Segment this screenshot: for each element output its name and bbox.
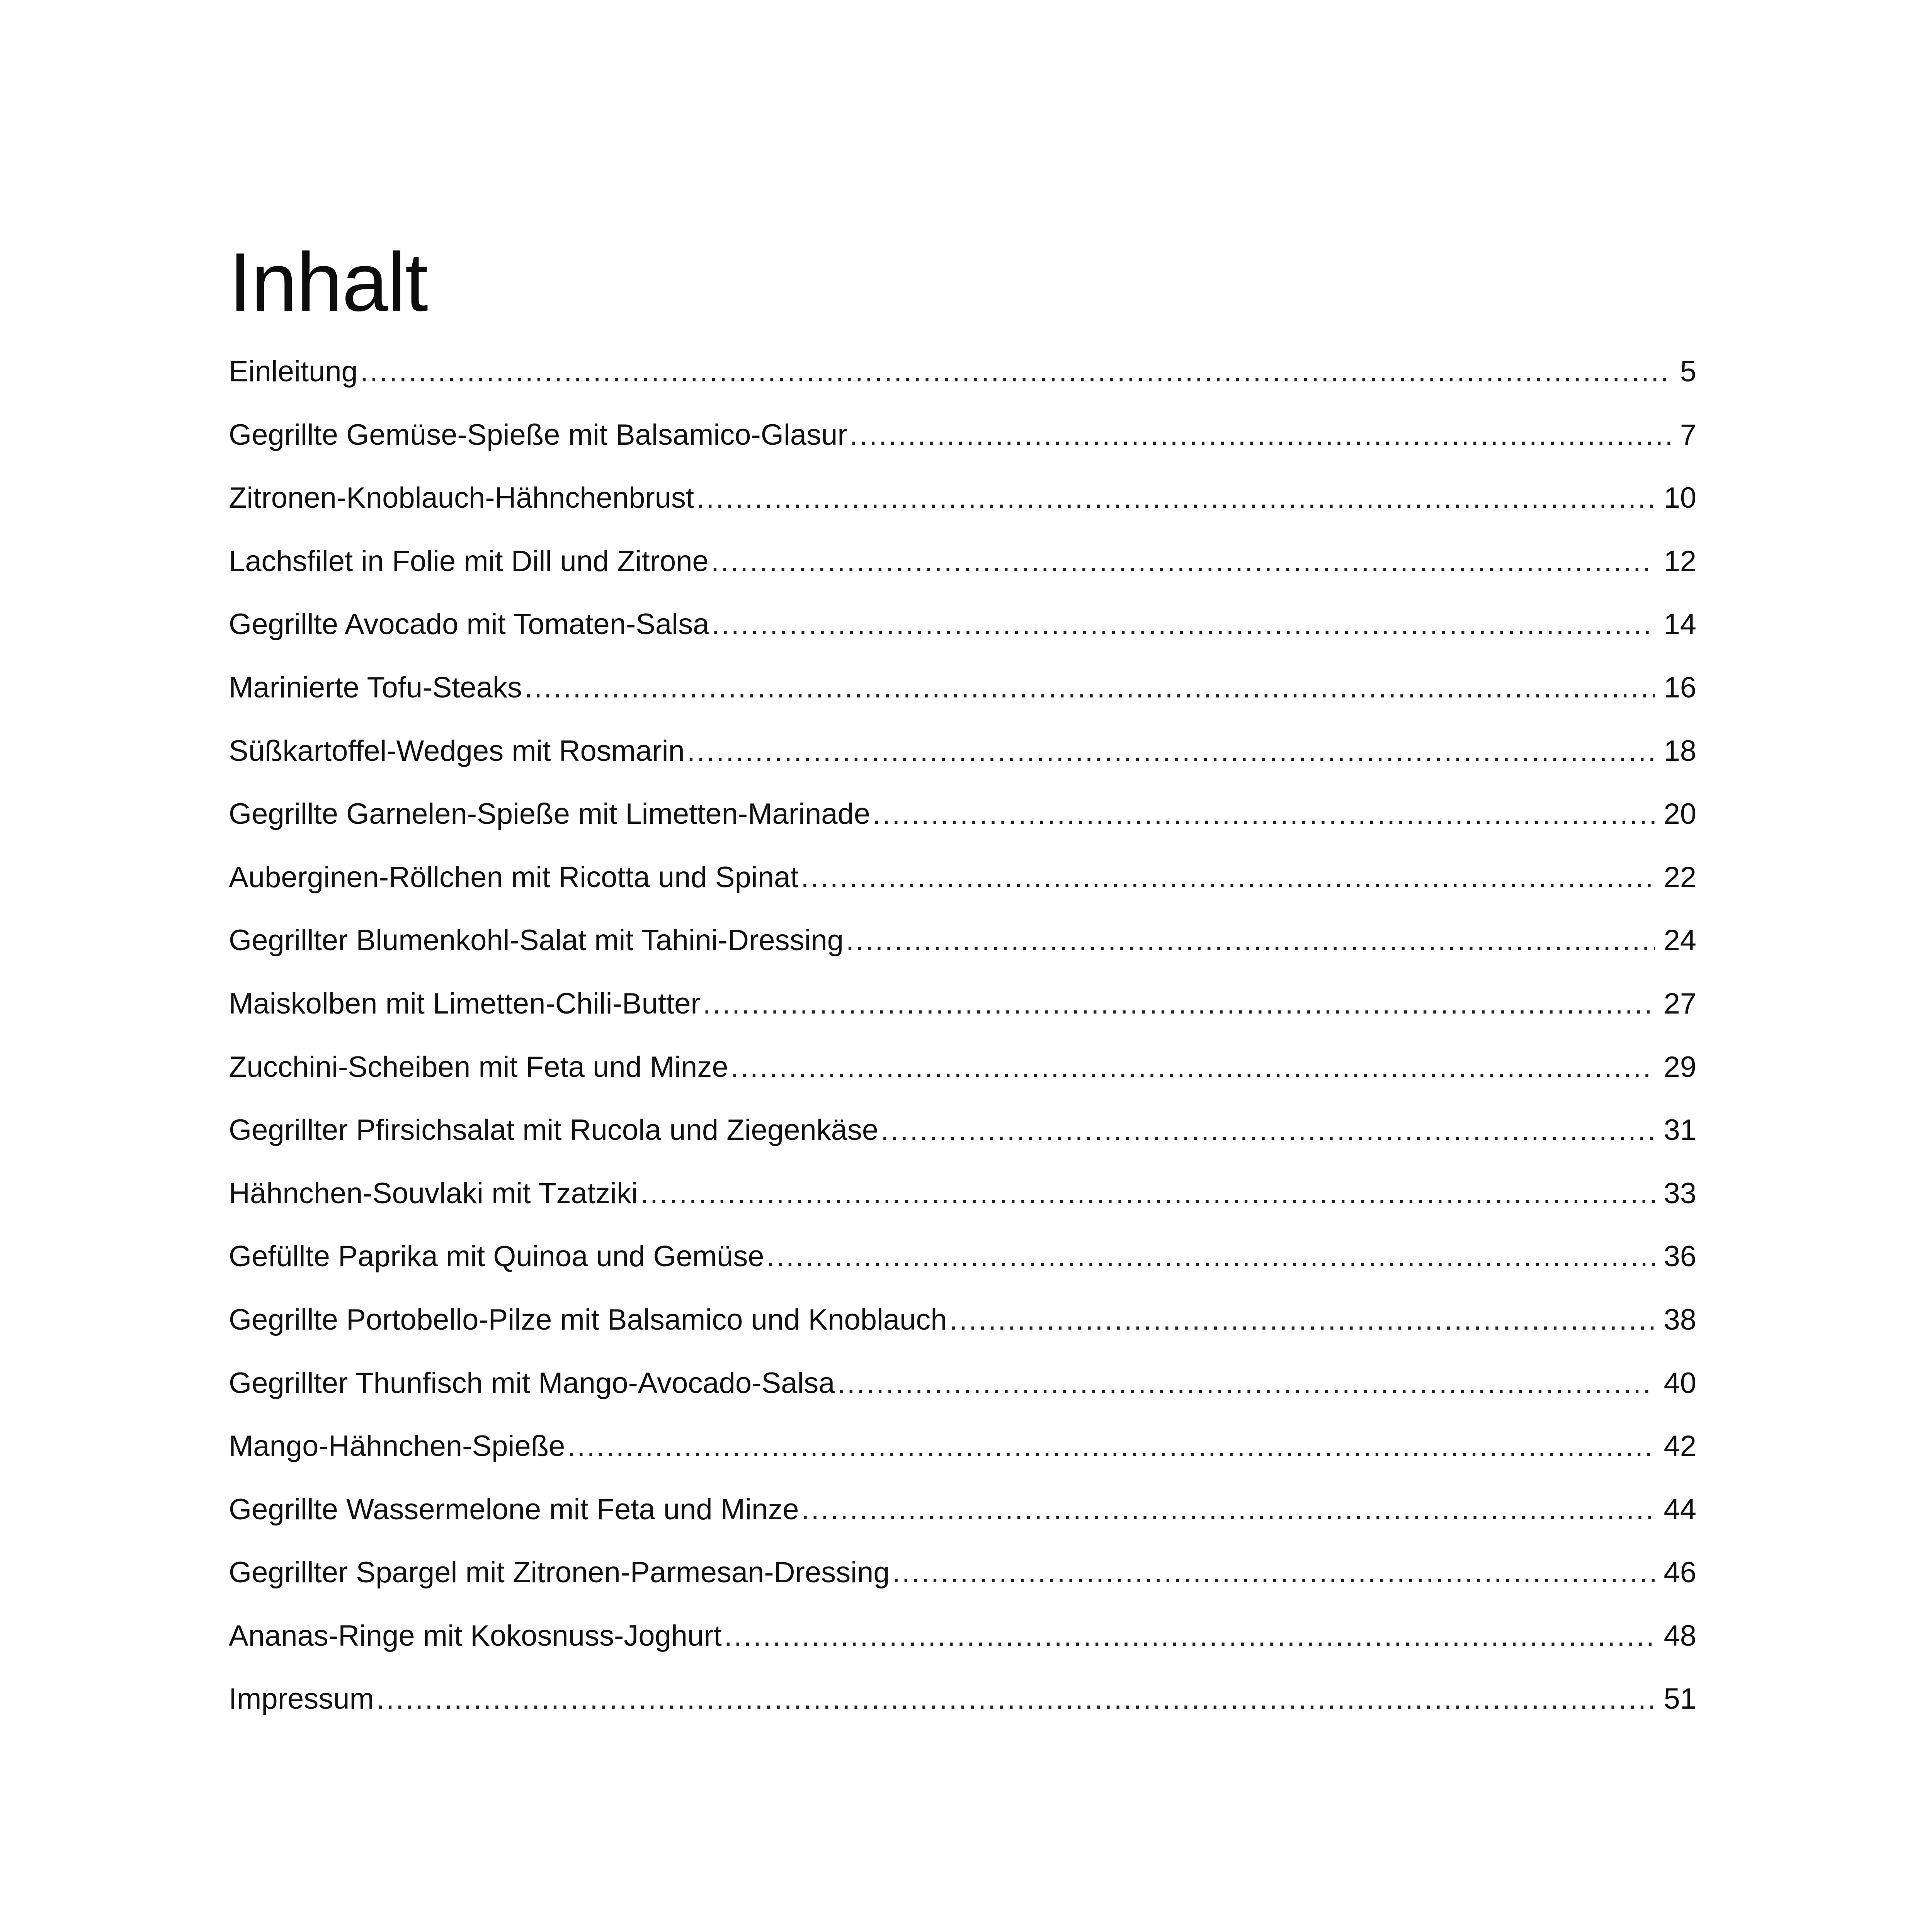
toc-entry[interactable] <box>229 1613 1696 1676</box>
toc-entry-label: Gegrillter Blumenkohl-Salat mit Tahini-Dressing <box>229 924 844 957</box>
toc-entry-page: 27 <box>1664 987 1696 1020</box>
dot-leader <box>724 1613 1655 1659</box>
toc-entry-label: Gegrillte Portobello-Pilze mit Balsamico und Knoblauch <box>229 1303 947 1336</box>
dot-leader <box>524 665 1655 711</box>
dot-leader <box>767 1233 1655 1280</box>
toc-entry[interactable] <box>229 665 1696 728</box>
toc-entry[interactable] <box>229 1676 1696 1739</box>
toc-entry-label: Impressum <box>229 1682 374 1716</box>
toc-entry-page: 24 <box>1664 924 1696 957</box>
toc-entry-page: 46 <box>1664 1556 1696 1589</box>
toc-entry-page: 36 <box>1664 1240 1696 1273</box>
toc-entry-page: 29 <box>1664 1050 1696 1083</box>
toc-entry[interactable] <box>229 1233 1696 1297</box>
toc-entry[interactable] <box>229 1423 1696 1486</box>
toc-entry-label: Zucchini-Scheiben mit Feta und Minze <box>229 1050 728 1083</box>
toc-entry-page: 44 <box>1664 1493 1696 1526</box>
toc-entry[interactable] <box>229 1486 1696 1550</box>
dot-leader <box>567 1423 1655 1469</box>
toc-entry[interactable] <box>229 1297 1696 1360</box>
toc-entry-page: 5 <box>1680 355 1696 388</box>
toc-entry-page: 48 <box>1664 1619 1696 1652</box>
toc-entry[interactable] <box>229 791 1696 854</box>
toc-entry[interactable] <box>229 1044 1696 1107</box>
toc-entry[interactable] <box>229 1170 1696 1234</box>
dot-leader <box>801 1486 1655 1533</box>
toc-entry-label: Ananas-Ringe mit Kokosnuss-Joghurt <box>229 1619 722 1652</box>
dot-leader <box>711 601 1655 648</box>
toc-entry-page: 14 <box>1664 608 1696 641</box>
dot-leader <box>881 1107 1655 1153</box>
toc-entry-page: 20 <box>1664 798 1696 831</box>
toc-entry[interactable] <box>229 854 1696 918</box>
toc-entry-page: 31 <box>1664 1114 1696 1147</box>
dot-leader <box>892 1549 1655 1596</box>
toc-entry-label: Maiskolben mit Limetten-Chili-Butter <box>229 987 701 1020</box>
toc-entry-label: Süßkartoffel-Wedges mit Rosmarin <box>229 734 685 767</box>
dot-leader <box>846 917 1655 964</box>
dot-leader <box>731 1044 1655 1090</box>
toc-entry-page: 42 <box>1664 1430 1696 1463</box>
toc-entry[interactable] <box>229 728 1696 791</box>
dot-leader <box>837 1360 1655 1406</box>
toc-entry[interactable] <box>229 412 1696 475</box>
toc-entry-label: Auberginen-Röllchen mit Ricotta und Spinat <box>229 861 799 894</box>
dot-leader <box>873 791 1655 837</box>
toc-entry-label: Mango-Hähnchen-Spieße <box>229 1430 565 1463</box>
toc-entry-page: 7 <box>1680 418 1696 451</box>
toc-entry[interactable] <box>229 538 1696 602</box>
toc-entry[interactable] <box>229 601 1696 665</box>
table-of-contents <box>229 349 1696 1739</box>
dot-leader <box>949 1297 1655 1343</box>
toc-entry-page: 12 <box>1664 544 1696 578</box>
toc-entry-label: Gegrillter Pfirsichsalat mit Rucola und Ziegenkäse <box>229 1114 879 1147</box>
toc-entry-label: Marinierte Tofu-Steaks <box>229 671 522 704</box>
dot-leader <box>850 412 1672 458</box>
dot-leader <box>687 728 1655 774</box>
dot-leader <box>703 981 1655 1027</box>
page-title: Inhalt <box>229 235 427 328</box>
toc-entry-page: 10 <box>1664 481 1696 515</box>
toc-entry-label: Gegrillte Avocado mit Tomaten-Salsa <box>229 608 709 641</box>
toc-entry[interactable] <box>229 349 1696 412</box>
dot-leader <box>801 854 1655 901</box>
toc-entry-label: Gefüllte Paprika mit Quinoa und Gemüse <box>229 1240 764 1273</box>
toc-entry[interactable] <box>229 1107 1696 1170</box>
toc-entry-page: 51 <box>1664 1682 1696 1716</box>
toc-entry[interactable] <box>229 1360 1696 1423</box>
toc-entry-label: Hähnchen-Souvlaki mit Tzatziki <box>229 1177 638 1210</box>
toc-entry[interactable] <box>229 475 1696 538</box>
dot-leader <box>640 1170 1655 1217</box>
toc-entry-page: 16 <box>1664 671 1696 704</box>
toc-entry-label: Zitronen-Knoblauch-Hähnchenbrust <box>229 481 694 515</box>
toc-entry[interactable] <box>229 1549 1696 1613</box>
dot-leader <box>696 475 1655 521</box>
toc-entry-label: Einleitung <box>229 355 358 388</box>
toc-entry-page: 38 <box>1664 1303 1696 1336</box>
toc-entry-label: Lachsfilet in Folie mit Dill und Zitrone <box>229 544 709 578</box>
dot-leader <box>360 349 1672 395</box>
dot-leader <box>376 1676 1655 1722</box>
toc-entry-label: Gegrillte Wassermelone mit Feta und Minze <box>229 1493 799 1526</box>
toc-entry[interactable] <box>229 917 1696 981</box>
toc-entry-label: Gegrillte Gemüse-Spieße mit Balsamico-Glasur <box>229 418 847 451</box>
toc-entry-page: 40 <box>1664 1366 1696 1400</box>
toc-entry-label: Gegrillter Spargel mit Zitronen-Parmesan-Dressing <box>229 1556 890 1589</box>
toc-entry-page: 22 <box>1664 861 1696 894</box>
dot-leader <box>711 538 1655 585</box>
toc-entry-label: Gegrillter Thunfisch mit Mango-Avocado-Salsa <box>229 1366 835 1400</box>
toc-entry-page: 18 <box>1664 734 1696 767</box>
toc-entry[interactable] <box>229 981 1696 1044</box>
toc-entry-label: Gegrillte Garnelen-Spieße mit Limetten-Marinade <box>229 798 871 831</box>
toc-entry-page: 33 <box>1664 1177 1696 1210</box>
